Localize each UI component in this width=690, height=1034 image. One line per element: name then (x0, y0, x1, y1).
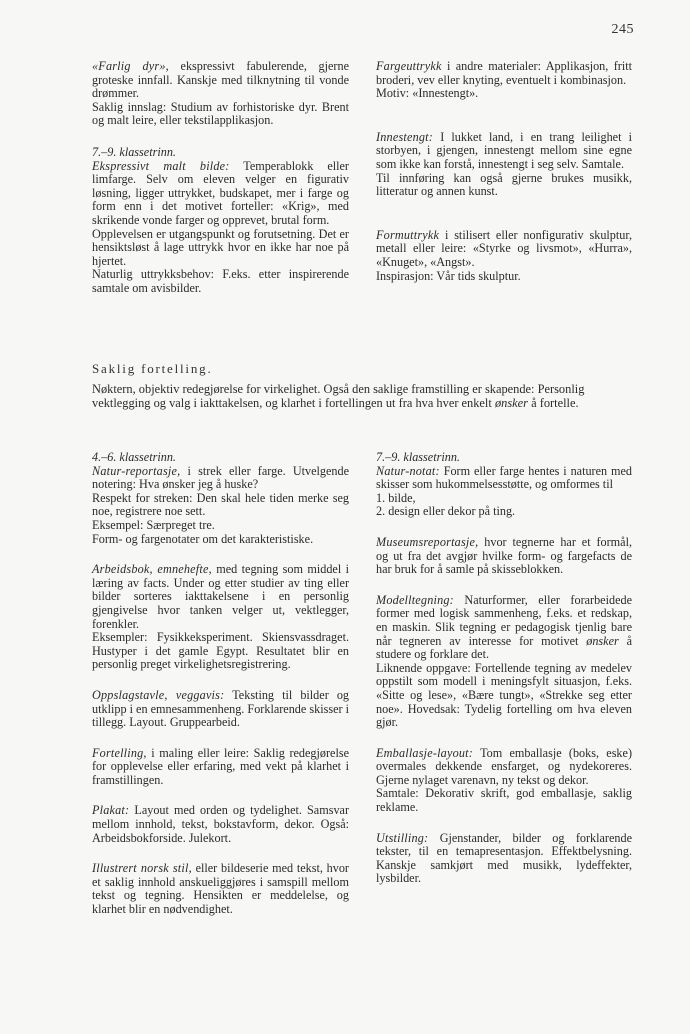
paragraph-arbeidsbok (92, 563, 349, 672)
lead-term: Emballasje-layout: (376, 745, 474, 760)
paragraph-ekspressivt (92, 160, 349, 296)
paragraph-text: Gjenstander, bilder og forklarende tekster, til en temapresentasjon. Effektbelysning. Kanskje samkjørt med musikk, lydeffekter, lysbilder. (376, 830, 633, 886)
bottom-left-column (92, 451, 349, 934)
paragraph-museumsreportasje (376, 536, 632, 577)
page-number: 245 (611, 22, 634, 37)
paragraph-modelltegning (376, 594, 632, 730)
section-title: Saklig fortelling. (92, 361, 213, 376)
lead-term: Illustrert norsk stil, (92, 861, 192, 876)
intro-text: Nøktern, objektiv redegjørelse for virkelighet. Også den saklige framstilling er skapende: Personlig vektlegging og valg i iakttakelsen, og klarhet i fortellingen ut fra hva hver enkelt (92, 382, 585, 411)
paragraph-text: Form- og fargenotater om det karakteristiske. (92, 531, 314, 546)
paragraph-text: Naturformer, eller forarbeidede former med logisk sammenheng, f.eks. et redskap, en maskin. Slik tegning er pedagogisk tjenlig bare når tegneren av interesse for motivet (376, 592, 632, 648)
paragraph-text: hvor tegnerne har et formål, og ut fra det avgjør hvilke form- og fargefacts de har bruk for å samle på skisseblokken. (376, 534, 633, 577)
lead-term: Fargeuttrykk (376, 59, 442, 73)
paragraph-text: Til innføring kan også gjerne brukes musikk, litteratur og annen kunst. (376, 170, 632, 199)
lead-term: «Farlig dyr», (92, 59, 169, 73)
paragraph-natur-notat (376, 465, 632, 519)
paragraph-text: Form eller farge hentes i naturen med skisser som hukommelsesstøtte, og omformes til (376, 463, 633, 492)
paragraph-text: i maling eller leire: Saklig redegjørelse for opplevelse eller erfaring, med vekt på klarhet i framstillingen. (92, 745, 350, 787)
paragraph-text: Liknende oppgave: Fortellende tegning av medelev oppstilt som modell i meningsfylt situasjon, f.eks. «Sitte og lese», «Bære tungt», «Strekke seg etter noe». Hovedsak: Tydelig fortelling om hva eleven gjør. (376, 660, 632, 730)
paragraph-text: å studere og forklare det. (376, 633, 633, 662)
paragraph-innestengt (376, 131, 632, 199)
lead-term: Museumsreportasje, (376, 534, 479, 549)
paragraph-text: ekspressivt fabulerende, gjerne groteske innfall. Kanskje med tilknytning til vonde drømmer. (92, 59, 349, 101)
lead-term: Utstilling: (376, 830, 429, 845)
emphasis-text: ønsker (586, 633, 619, 648)
paragraph-text: Tom emballasje (boks, eske) overmales dekkende ensfarget, og nydekoreres. Gjerne nylaget varenavn, ny tekst og dekor. (376, 745, 632, 787)
intro-emphasis: ønsker (494, 396, 528, 411)
paragraph-text: Opplevelsen er utgangspunkt og forutsetning. Det er hensiktsløst å lage uttrykk hvor en ikke har noe på hjertet. (92, 226, 349, 268)
bottom-right-column (376, 451, 632, 903)
paragraph-fargeuttrykk (376, 60, 632, 101)
paragraph-text: Respekt for streken: Den skal hele tiden merke seg noe, registrere noe sett. (92, 490, 349, 519)
paragraph-text: Teksting til bilder og utklipp i en emnesammenheng. Forklarende skisser i tillegg. Layout. Gruppearbeid. (92, 687, 350, 730)
paragraph-text: Layout med orden og tydelighet. Samsvar mellom innhold, tekst, bokstavform, dekor. Også: Arbeidsbokforside. Julekort. (92, 803, 350, 845)
lead-term: Fortelling, (92, 745, 147, 760)
top-right-column (376, 60, 632, 300)
section-intro (92, 382, 632, 411)
paragraph-text: Saklig innslag: Studium av forhistoriske dyr. Brent og malt leire, eller tekstilapplikasjon. (92, 99, 349, 128)
paragraph-text: Eksempler: Fysikkeksperiment. Skiensvassdraget. Hustyper i det gamle Egypt. Resultatet blir en personlig preget virkelighetsregistrering. (92, 630, 349, 672)
top-left-column (92, 60, 349, 128)
grade-heading: 7.–9. klassetrinn. (92, 145, 176, 159)
intro-text: å fortelle. (531, 396, 579, 411)
paragraph-text: Samtale: Dekorativ skrift, god emballasje, saklig reklame. (376, 786, 632, 815)
lead-term: Arbeidsbok, emnehefte, (92, 562, 212, 577)
paragraph-utstilling (376, 832, 632, 886)
paragraph-natur-reportasje (92, 465, 349, 547)
lead-term: Modelltegning: (376, 592, 454, 607)
paragraph-formuttrykk (376, 229, 632, 283)
paragraph-emballasje (376, 747, 632, 815)
paragraph-text: Naturlig uttrykksbehov: F.eks. etter inspirerende samtale om avisbilder. (92, 267, 349, 295)
lead-term: Formuttrykk (376, 227, 440, 242)
paragraph-text: Eksempel: Særpreget tre. (92, 517, 215, 532)
paragraph-illustrert-stil (92, 862, 349, 916)
lead-term: Natur-reportasje, (92, 463, 181, 478)
grade-heading: 4.–6. klassetrinn. (92, 450, 176, 464)
top-left-column-2 (92, 146, 349, 313)
paragraph-oppslagstavle (92, 689, 349, 730)
lead-term: Plakat: (92, 803, 130, 818)
paragraph-text: Inspirasjon: Vår tids skulptur. (376, 268, 521, 283)
paragraph-text: Motiv: «Innestengt». (376, 86, 479, 101)
paragraph-text: eller bildeserie med tekst, hvor et saklig innhold anskueliggjøres i samspill mellom tekst og tegning. Hensikten er meddelelse, og klarhet blir en nødvendighet. (92, 861, 349, 917)
paragraph-text: i stilisert eller nonfigurativ skulptur, metall eller leire: «Styrke og livsmot», «Hurra», «Knuget», «Angst». (376, 227, 632, 269)
paragraph-text: i andre materialer: Applikasjon, fritt broderi, vev eller knyting, eventuelt i kombinasjon. (376, 59, 632, 87)
paragraph-text: i strek eller farge. Utvelgende notering: Hva ønsker jeg å huske? (92, 463, 350, 492)
paragraph-farlig-dyr (92, 60, 349, 128)
lead-term: Innestengt: (376, 129, 434, 144)
lead-term: Ekspressivt malt bilde: (92, 158, 230, 173)
paragraph-text: med tegning som middel i læring av facts. Under og etter studier av ting eller bilder sorteres iakttakelsene i en personlig gjengivelse hvor tanken velger ut, vektlegger, forenkler. (92, 562, 350, 631)
lead-term: Oppslagstavle, veggavis: (92, 687, 225, 702)
paragraph-fortelling (92, 747, 349, 788)
list-item: 1. bilde, (376, 490, 416, 505)
paragraph-plakat (92, 804, 349, 845)
grade-heading: 7.–9. klassetrinn. (376, 450, 460, 464)
paragraph-text: I lukket land, i en trang leilighet i storbyen, i gjengen, innestengt mellom sine egne som ikke kan forstå, innestengt i seg selv. Samtale. (376, 129, 633, 171)
paragraph-text: Temperablokk eller limfarge. Selv om eleven velger en figurativ løsning, ligger uttrykket, budskapet, mer i farge og form enn i det motivet forteller: «Krig», med skrikende vonde farger og opprevet, brutal form. (92, 158, 349, 227)
list-item: 2. design eller dekor på ting. (376, 504, 516, 519)
lead-term: Natur-notat: (376, 463, 440, 478)
